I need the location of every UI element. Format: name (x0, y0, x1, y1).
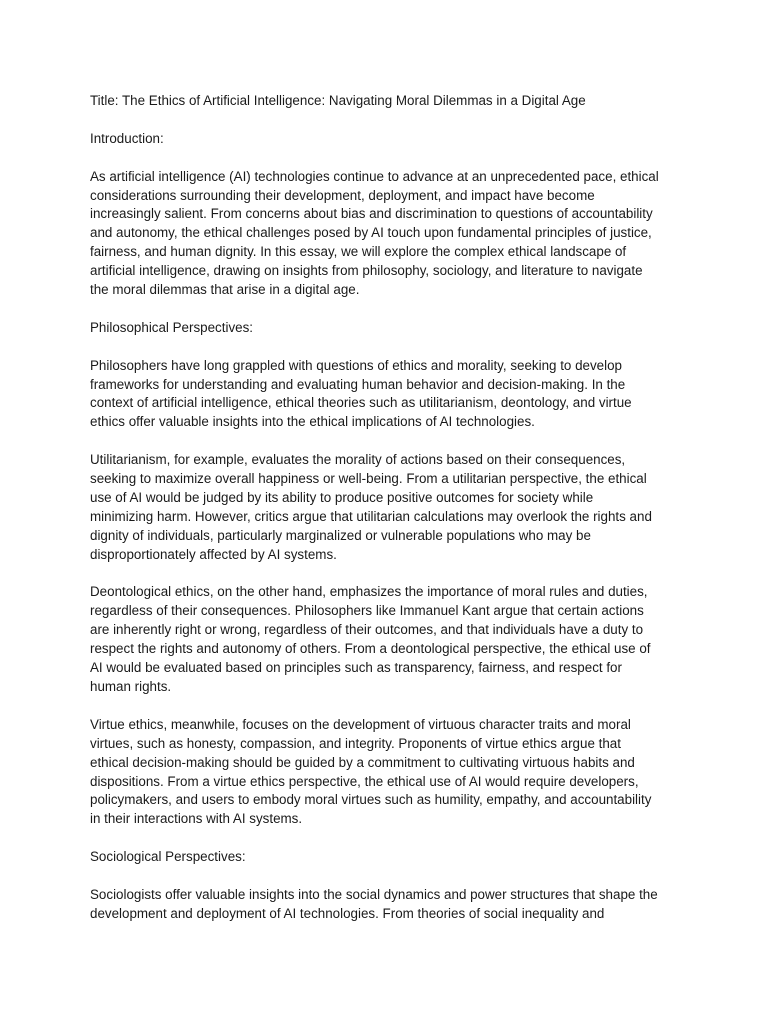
text-line: Virtue ethics, meanwhile, focuses on the development of virtuous character traits and moral (90, 716, 631, 732)
text-line: AI would be evaluated based on principles such as transparency, fairness, and respect for (90, 660, 622, 676)
text-line: fairness, and human dignity. In this essay, we will explore the complex ethical landscape of (90, 244, 627, 260)
text-line: frameworks for understanding and evaluating human behavior and decision-making. In the (90, 376, 626, 392)
heading-line: Philosophical Perspectives: (90, 319, 254, 335)
text-line: virtues, such as honesty, compassion, and integrity. Proponents of virtue ethics argue that (90, 735, 621, 751)
text-line: ethics offer valuable insights into the ethical implications of AI technologies. (90, 414, 535, 430)
text-line: context of artificial intelligence, ethical theories such as utilitarianism, deontology, and virtue (90, 395, 632, 411)
text-line: dispositions. From a virtue ethics perspective, the ethical use of AI would require developers, (90, 773, 639, 789)
text-line: and autonomy, the ethical challenges posed by AI touch upon fundamental principles of justice, (90, 225, 652, 241)
text-line: Utilitarianism, for example, evaluates the morality of actions based on their consequences, (90, 452, 626, 468)
paragraph-philosophers (90, 357, 690, 433)
text-line: the moral dilemmas that arise in a digital age. (90, 282, 360, 298)
text-line: As artificial intelligence (AI) technologies continue to advance at an unprecedented pace, ethical (90, 168, 659, 184)
text-line: policymakers, and users to embody moral virtues such as humility, empathy, and accountability (90, 792, 652, 808)
paragraph-utilitarianism (90, 451, 690, 564)
text-line: artificial intelligence, drawing on insights from philosophy, sociology, and literature to navigate (90, 263, 643, 279)
paragraph-deontological (90, 583, 690, 696)
text-line: in their interactions with AI systems. (90, 811, 303, 827)
text-line: dignity of individuals, particularly marginalized or vulnerable populations who may be (90, 527, 591, 543)
text-line: increasingly salient. From concerns about bias and discrimination to questions of accountability (90, 206, 653, 222)
text-line: use of AI would be judged by its ability to produce positive outcomes for society while (90, 489, 594, 505)
text-line: seeking to maximize overall happiness or well-being. From a utilitarian perspective, the ethical (90, 471, 647, 487)
section-heading-introduction (90, 130, 690, 149)
section-heading-sociological (90, 848, 690, 867)
text-line: minimizing harm. However, critics argue that utilitarian calculations may overlook the rights and (90, 508, 652, 524)
text-line: considerations surrounding their development, deployment, and impact have become (90, 187, 595, 203)
text-line: Deontological ethics, on the other hand, emphasizes the importance of moral rules and duties, (90, 584, 648, 600)
text-line: are inherently right or wrong, regardless of their outcomes, and that individuals have a duty to (90, 622, 644, 638)
text-line: respect the rights and autonomy of others. From a deontological perspective, the ethical use of (90, 641, 651, 657)
text-line: Sociologists offer valuable insights into the social dynamics and power structures that shape the (90, 886, 658, 902)
text-line: human rights. (90, 679, 172, 694)
heading-line: Sociological Perspectives: (90, 849, 246, 865)
text-line: regardless of their consequences. Philosophers like Immanuel Kant argue that certain actions (90, 603, 644, 619)
heading-line: Introduction: (90, 130, 164, 146)
document-body (90, 92, 690, 943)
paragraph-virtue-ethics (90, 716, 690, 829)
title-line: Title: The Ethics of Artificial Intelligence: Navigating Moral Dilemmas in a Digital Age (90, 93, 586, 108)
text-line: Philosophers have long grappled with questions of ethics and morality, seeking to develop (90, 357, 622, 373)
text-line: disproportionately affected by AI systems. (90, 546, 337, 562)
text-line: development and deployment of AI technologies. From theories of social inequality and (90, 905, 605, 921)
section-heading-philosophical (90, 319, 690, 338)
paragraph-sociologists (90, 886, 690, 924)
document-title (90, 92, 690, 111)
paragraph-introduction (90, 168, 690, 300)
text-line: ethical decision-making should be guided by a commitment to cultivating virtuous habits and (90, 754, 635, 770)
